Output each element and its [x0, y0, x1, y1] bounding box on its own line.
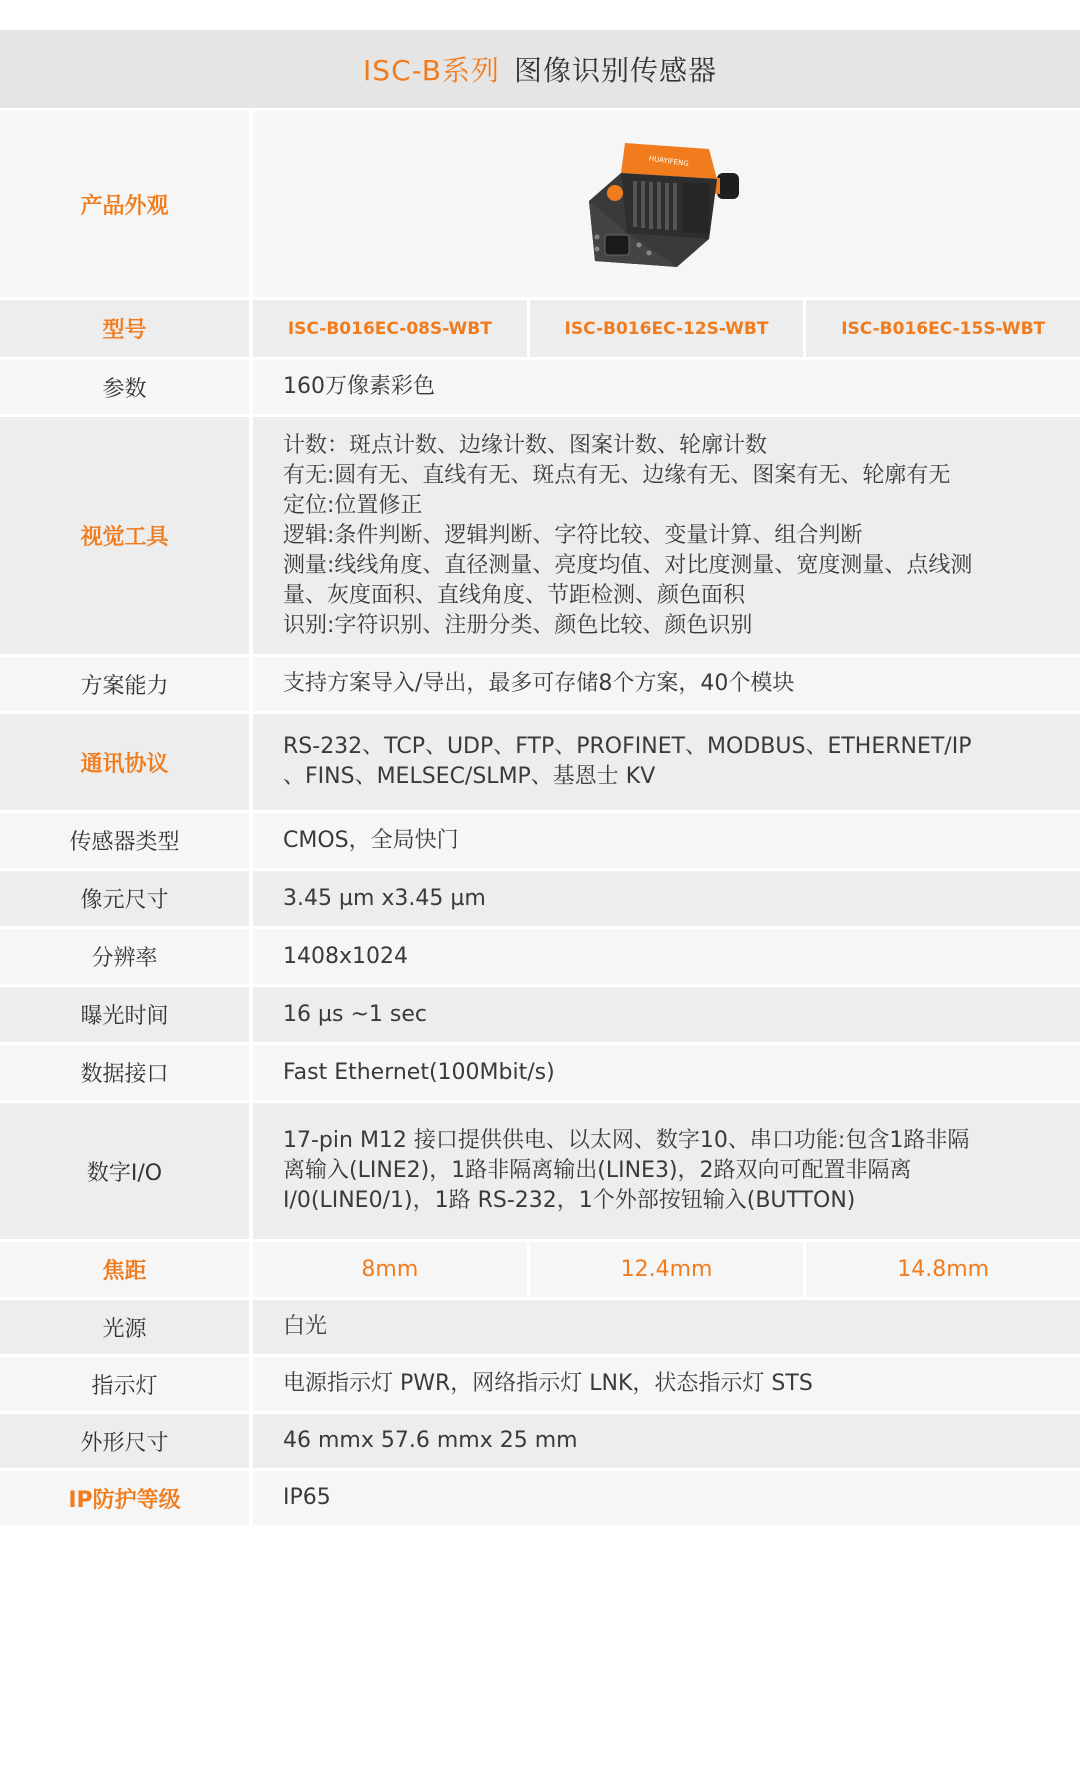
value-dimensions: 46 mmx 57.6 mmx 25 mm [253, 1414, 1080, 1468]
series-name: ISC-B系列 [363, 54, 500, 87]
label-ip-rating: IP防护等级 [0, 1471, 253, 1525]
value-sensor-type: CMOS，全局快门 [253, 813, 1080, 868]
label-dimensions: 外形尺寸 [0, 1414, 253, 1468]
brand-logo-text: HUAYIFENG [647, 154, 689, 169]
row-product-image [0, 108, 1080, 297]
label-scheme: 方案能力 [0, 657, 253, 711]
label-sensor-type: 传感器类型 [0, 813, 253, 868]
protocol-line: 、FINS、MELSEC/SLMP、基恩士 KV [283, 764, 656, 789]
focal-length-3: 14.8mm [806, 1242, 1080, 1297]
label-pixel-size: 像元尺寸 [0, 871, 253, 926]
vision-tool-line: 测量:线线角度、直径测量、亮度均值、对比度测量、宽度测量、点线测 [283, 552, 973, 578]
product-name: 图像识别传感器 [513, 54, 717, 87]
row-protocol [0, 711, 1080, 810]
label-vision-tools: 视觉工具 [0, 417, 253, 654]
value-digital-io [253, 1103, 1080, 1239]
row-pixel-size [0, 868, 1080, 926]
row-indicator [0, 1354, 1080, 1411]
model-value-2: ISC-B016EC-12S-WBT [530, 300, 807, 357]
row-dimensions [0, 1411, 1080, 1468]
row-light-source [0, 1297, 1080, 1354]
row-sensor-type [0, 810, 1080, 868]
value-indicator: 电源指示灯 PWR，网络指示灯 LNK，状态指示灯 STS [253, 1357, 1080, 1411]
protocol-line: RS-232、TCP、UDP、FTP、PROFINET、MODBUS、ETHERNET/IP [283, 734, 972, 759]
focal-length-2: 12.4mm [530, 1242, 807, 1297]
page-title [0, 30, 1080, 108]
value-params: 160万像素彩色 [253, 360, 1080, 414]
row-resolution [0, 926, 1080, 984]
label-data-port: 数据接口 [0, 1045, 253, 1100]
value-ip-rating: IP65 [253, 1471, 1080, 1525]
row-vision-tools [0, 414, 1080, 654]
label-light-source: 光源 [0, 1300, 253, 1354]
value-protocol [253, 714, 1080, 810]
value-light-source: 白光 [253, 1300, 1080, 1354]
vision-tool-line: 定位:位置修正 [283, 492, 423, 518]
sensor-device-image [567, 129, 767, 279]
label-digital-io: 数字I/O [0, 1103, 253, 1239]
product-photo-cell [253, 111, 1080, 297]
value-data-port: Fast Ethernet(100Mbit/s) [253, 1045, 1080, 1100]
vision-tool-line: 有无:圆有无、直线有无、斑点有无、边缘有无、图案有无、轮廓有无 [283, 462, 951, 488]
digital-io-line: 离输入(LINE2)，1路非隔离输出(LINE3)，2路双向可配置非隔离 [283, 1158, 912, 1183]
value-vision-tools [253, 417, 1080, 654]
value-exposure: 16 µs ~1 sec [253, 987, 1080, 1042]
label-model: 型号 [0, 300, 253, 357]
row-params [0, 357, 1080, 414]
vision-tool-line: 计数：斑点计数、边缘计数、图案计数、轮廓计数 [283, 432, 768, 458]
spec-sheet [0, 30, 1080, 1525]
value-resolution: 1408x1024 [253, 929, 1080, 984]
digital-io-line: 17-pin M12 接口提供供电、以太网、数字10、串口功能:包含1路非隔 [283, 1128, 970, 1153]
row-focal-length [0, 1239, 1080, 1297]
row-digital-io [0, 1100, 1080, 1239]
model-value-1: ISC-B016EC-08S-WBT [253, 300, 530, 357]
label-params: 参数 [0, 360, 253, 414]
vision-tool-line: 逻辑:条件判断、逻辑判断、字符比较、变量计算、组合判断 [283, 522, 863, 548]
row-scheme [0, 654, 1080, 711]
label-protocol: 通讯协议 [0, 714, 253, 810]
digital-io-line: I/0(LINE0/1)，1路 RS-232，1个外部按钮输入(BUTTON) [283, 1188, 856, 1213]
focal-length-1: 8mm [253, 1242, 530, 1297]
label-exposure: 曝光时间 [0, 987, 253, 1042]
label-product-image: 产品外观 [0, 111, 253, 297]
row-exposure [0, 984, 1080, 1042]
row-ip-rating [0, 1468, 1080, 1525]
row-model [0, 297, 1080, 357]
row-data-port [0, 1042, 1080, 1100]
model-value-3: ISC-B016EC-15S-WBT [806, 300, 1080, 357]
vision-tool-line: 量、灰度面积、直线角度、节距检测、颜色面积 [283, 582, 746, 608]
label-indicator: 指示灯 [0, 1357, 253, 1411]
label-focal-length: 焦距 [0, 1242, 253, 1297]
value-pixel-size: 3.45 µm x3.45 µm [253, 871, 1080, 926]
vision-tool-line: 识别:字符识别、注册分类、颜色比较、颜色识别 [283, 612, 753, 638]
value-scheme: 支持方案导入/导出，最多可存储8个方案，40个模块 [253, 657, 1080, 711]
label-resolution: 分辨率 [0, 929, 253, 984]
